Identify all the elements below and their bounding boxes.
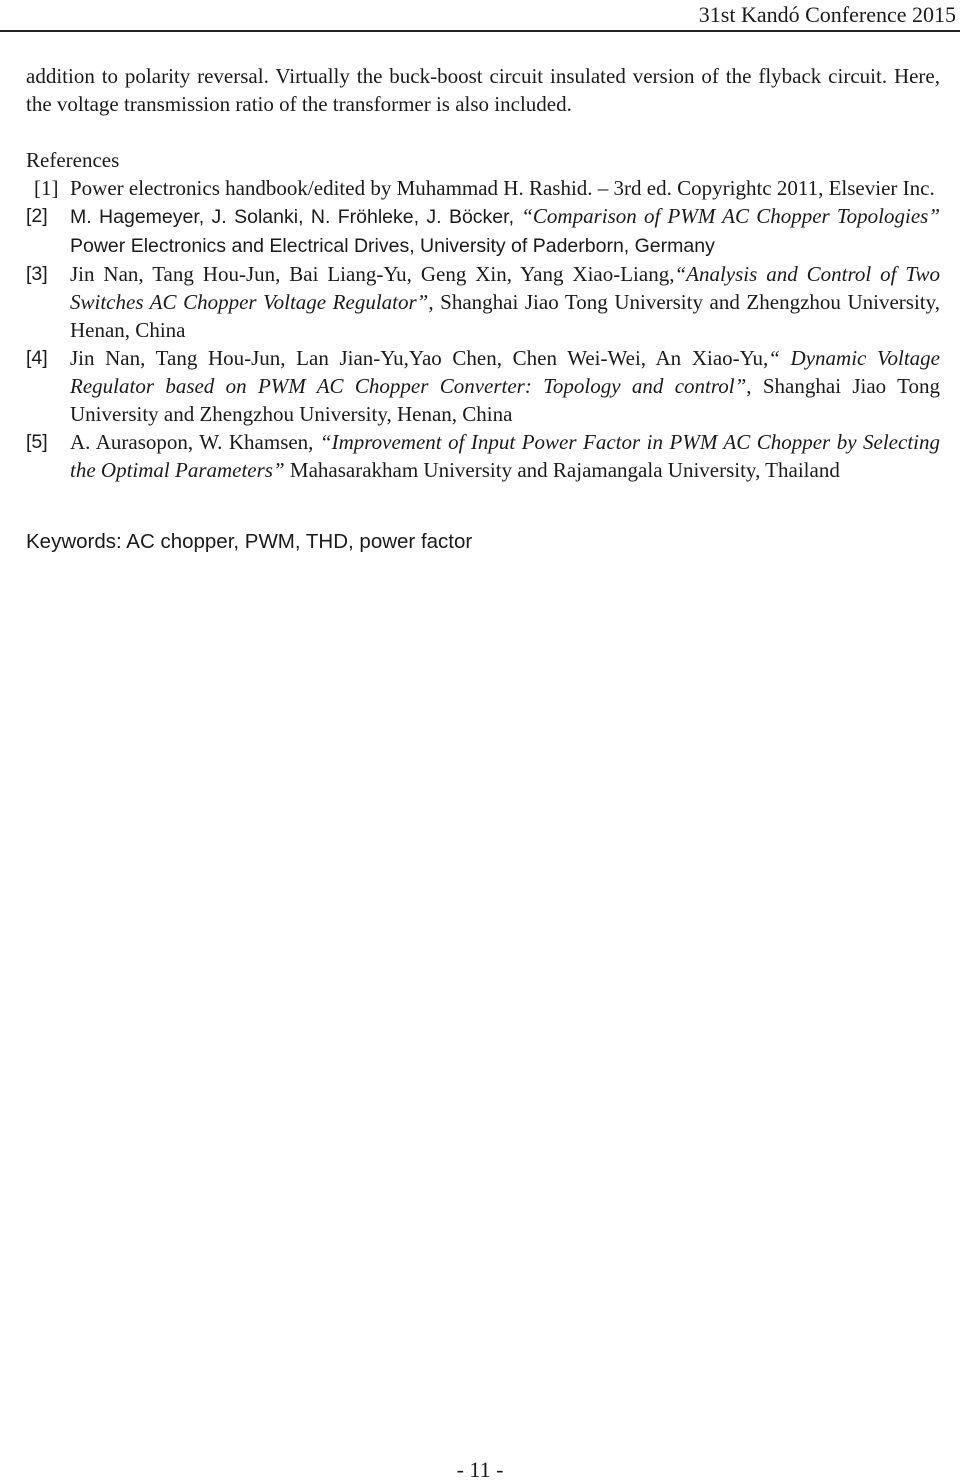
conference-title: 31st Kandó Conference 2015: [698, 2, 956, 27]
reference-source: Mahasarakham University and Rajamangala University, Thailand: [289, 458, 840, 482]
reference-number: [5]: [26, 431, 48, 453]
references-heading: References: [26, 148, 120, 172]
reference-title: “ Dynamic Voltage Regulator based on PWM AC Chopper Converter: Topology and control”: [70, 346, 940, 398]
reference-list: [26, 174, 940, 484]
reference-item: [26, 428, 940, 484]
reference-number: [3]: [26, 263, 48, 285]
reference-authors: M. Hagemeyer, J. Solanki, N. Fröhleke, J. Böcker,: [70, 206, 514, 228]
reference-number: [1]: [34, 176, 59, 200]
page-header: [0, 0, 960, 32]
reference-item: [26, 344, 940, 428]
intro-paragraph: addition to polarity reversal. Virtually the buck-boost circuit insulated version of the flyback circuit. Here, the voltage transmission ratio of the transformer is also included.: [26, 64, 940, 116]
reference-source: , Shanghai Jiao Tong University and Zhengzhou University, Henan, China: [70, 374, 940, 426]
reference-item: [26, 174, 940, 202]
page-body: [26, 62, 940, 556]
reference-title: “Analysis and Control of Two Switches AC Chopper Voltage Regulator”: [70, 262, 940, 314]
reference-authors: Jin Nan, Tang Hou-Jun, Bai Liang-Yu, Geng Xin, Yang Xiao-Liang,: [70, 262, 675, 286]
keywords: Keywords: AC chopper, PWM, THD, power factor: [26, 530, 473, 553]
reference-text: Power electronics handbook/edited by Muhammad H. Rashid. – 3rd ed. Copyrightc 2011, Elsevier Inc.: [70, 176, 935, 200]
reference-item: [26, 260, 940, 344]
reference-title: “Improvement of Input Power Factor in PWM AC Chopper by Selecting the Optimal Parameters”: [70, 430, 940, 482]
reference-authors: Jin Nan, Tang Hou-Jun, Lan Jian-Yu,Yao Chen, Chen Wei-Wei, An Xiao-Yu,: [70, 346, 769, 370]
reference-item: [26, 202, 940, 260]
reference-number: [2]: [26, 205, 48, 227]
reference-title: “Comparison of PWM AC Chopper Topologies”: [521, 204, 941, 228]
reference-authors: A. Aurasopon, W. Khamsen,: [70, 430, 314, 454]
reference-number: [4]: [26, 347, 48, 369]
page-number: - 11 -: [456, 1457, 504, 1482]
reference-source: , Shanghai Jiao Tong University and Zhengzhou University, Henan, China: [70, 290, 940, 342]
reference-source: Power Electronics and Electrical Drives, University of Paderborn, Germany: [70, 235, 715, 257]
